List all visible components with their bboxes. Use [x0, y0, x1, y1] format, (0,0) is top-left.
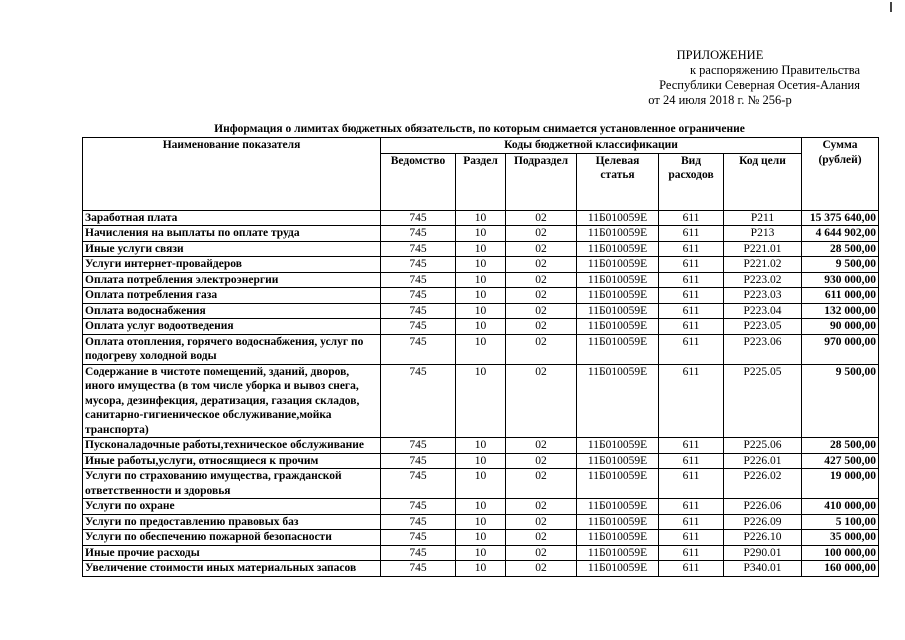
- cell-vedomstvo: 745: [381, 241, 456, 257]
- cell-kod-celi: Р290.01: [724, 545, 802, 561]
- cell-vid: 611: [659, 226, 724, 242]
- cell-razdel: 10: [456, 288, 506, 304]
- table-row: [83, 438, 879, 454]
- cell-kod-celi: Р223.04: [724, 303, 802, 319]
- cell-kod-celi: Р223.03: [724, 288, 802, 304]
- col-header-sum: [802, 138, 879, 211]
- cell-name: Иные прочие расходы: [83, 545, 381, 561]
- document-title: Информация о лимитах бюджетных обязательств, по которым снимается установленное ограничение: [214, 123, 745, 135]
- cell-razdel: 10: [456, 241, 506, 257]
- cell-kod-celi: Р225.06: [724, 438, 802, 454]
- cell-vid: 611: [659, 469, 724, 499]
- cell-vid: 611: [659, 272, 724, 288]
- cell-celevaya: 11Б010059Е: [577, 453, 659, 469]
- cell-razdel: 10: [456, 319, 506, 335]
- cell-vid: 611: [659, 514, 724, 530]
- cell-vedomstvo: 745: [381, 303, 456, 319]
- cell-razdel: 10: [456, 334, 506, 364]
- table-row: [83, 257, 879, 273]
- cell-vedomstvo: 745: [381, 272, 456, 288]
- cell-podrazdel: 02: [506, 288, 577, 304]
- col-header-razdel: Раздел: [456, 153, 506, 210]
- col-header-vid: Вид расходов: [659, 153, 724, 210]
- cell-razdel: 10: [456, 364, 506, 438]
- appendix-header: [560, 48, 880, 108]
- cell-name: Услуги по страхованию имущества, гражданской ответственности и здоровья: [83, 469, 381, 499]
- limits-table-body: [83, 210, 879, 576]
- cell-sum: 930 000,00: [802, 272, 879, 288]
- cell-podrazdel: 02: [506, 545, 577, 561]
- cell-kod-celi: Р223.05: [724, 319, 802, 335]
- cell-name: Оплата потребления электроэнергии: [83, 272, 381, 288]
- cell-kod-celi: Р226.09: [724, 514, 802, 530]
- cell-sum: 9 500,00: [802, 364, 879, 438]
- col-header-kod-celi: Код цели: [724, 153, 802, 210]
- table-row: [83, 514, 879, 530]
- cell-vedomstvo: 745: [381, 334, 456, 364]
- table-row: [83, 469, 879, 499]
- cell-vid: 611: [659, 561, 724, 577]
- cell-name: Содержание в чистоте помещений, зданий, дворов, иного имущества (в том числе уборка и вывоз снега, мусора, дезинфекция, дератизация, газация складов, санитарно-гигиеническое обслуживание,мойка транспорта): [83, 364, 381, 438]
- table-row: [83, 272, 879, 288]
- cell-celevaya: 11Б010059Е: [577, 272, 659, 288]
- cell-kod-celi: Р213: [724, 226, 802, 242]
- cell-kod-celi: Р226.10: [724, 530, 802, 546]
- cell-vid: 611: [659, 288, 724, 304]
- cell-name: Увеличение стоимости иных материальных запасов: [83, 561, 381, 577]
- cell-name: Оплата услуг водоотведения: [83, 319, 381, 335]
- cell-sum: 15 375 640,00: [802, 210, 879, 226]
- cell-razdel: 10: [456, 469, 506, 499]
- cell-vedomstvo: 745: [381, 530, 456, 546]
- cell-vedomstvo: 745: [381, 514, 456, 530]
- cell-razdel: 10: [456, 499, 506, 515]
- cell-kod-celi: Р223.06: [724, 334, 802, 364]
- cell-sum: 28 500,00: [802, 241, 879, 257]
- cell-sum: 611 000,00: [802, 288, 879, 304]
- cell-name: Оплата водоснабжения: [83, 303, 381, 319]
- cell-celevaya: 11Б010059Е: [577, 210, 659, 226]
- cell-sum: 90 000,00: [802, 319, 879, 335]
- cell-celevaya: 11Б010059Е: [577, 288, 659, 304]
- cell-vid: 611: [659, 453, 724, 469]
- cell-vedomstvo: 745: [381, 453, 456, 469]
- cell-celevaya: 11Б010059Е: [577, 334, 659, 364]
- cell-vid: 611: [659, 334, 724, 364]
- table-row: [83, 319, 879, 335]
- cell-name: Оплата отопления, горячего водоснабжения, услуг по подогреву холодной воды: [83, 334, 381, 364]
- cell-sum: 160 000,00: [802, 561, 879, 577]
- cell-razdel: 10: [456, 438, 506, 454]
- cell-celevaya: 11Б010059Е: [577, 530, 659, 546]
- cell-name: Пусконаладочные работы,техническое обслуживание: [83, 438, 381, 454]
- cell-razdel: 10: [456, 210, 506, 226]
- cell-celevaya: 11Б010059Е: [577, 241, 659, 257]
- appendix-line-1: к распоряжению Правительства: [689, 63, 860, 77]
- cell-vedomstvo: 745: [381, 499, 456, 515]
- table-row: [83, 530, 879, 546]
- cell-celevaya: 11Б010059Е: [577, 514, 659, 530]
- appendix-line-2: Республики Северная Осетия-Алания: [659, 78, 860, 92]
- cell-celevaya: 11Б010059Е: [577, 364, 659, 438]
- cell-name: Услуги по предоставлению правовых баз: [83, 514, 381, 530]
- cell-podrazdel: 02: [506, 561, 577, 577]
- cell-celevaya: 11Б010059Е: [577, 319, 659, 335]
- cell-celevaya: 11Б010059Е: [577, 545, 659, 561]
- cell-kod-celi: Р225.05: [724, 364, 802, 438]
- cell-celevaya: 11Б010059Е: [577, 226, 659, 242]
- cell-vedomstvo: 745: [381, 319, 456, 335]
- cell-razdel: 10: [456, 453, 506, 469]
- cell-vedomstvo: 745: [381, 438, 456, 454]
- cell-kod-celi: Р226.01: [724, 453, 802, 469]
- cell-podrazdel: 02: [506, 303, 577, 319]
- appendix-line-3: от 24 июля 2018 г. № 256-р: [648, 93, 792, 107]
- cell-razdel: 10: [456, 226, 506, 242]
- cell-razdel: 10: [456, 257, 506, 273]
- cell-podrazdel: 02: [506, 334, 577, 364]
- col-header-name: Наименование показателя: [83, 138, 381, 211]
- cell-name: Оплата потребления газа: [83, 288, 381, 304]
- cell-sum: 410 000,00: [802, 499, 879, 515]
- cell-vedomstvo: 745: [381, 226, 456, 242]
- col-header-celevaya: Целевая статья: [577, 153, 659, 210]
- cell-podrazdel: 02: [506, 469, 577, 499]
- col-header-podrazdel: Подраздел: [506, 153, 577, 210]
- cell-vedomstvo: 745: [381, 545, 456, 561]
- table-row: [83, 545, 879, 561]
- cell-vid: 611: [659, 438, 724, 454]
- appendix-title: ПРИЛОЖЕНИЕ: [676, 48, 764, 62]
- cell-name: Иные работы,услуги, относящиеся к прочим: [83, 453, 381, 469]
- cell-name: Услуги по обеспечению пожарной безопасности: [83, 530, 381, 546]
- cell-vedomstvo: 745: [381, 257, 456, 273]
- cell-kod-celi: Р226.06: [724, 499, 802, 515]
- cell-celevaya: 11Б010059Е: [577, 257, 659, 273]
- cell-sum: 132 000,00: [802, 303, 879, 319]
- cell-podrazdel: 02: [506, 210, 577, 226]
- cell-vid: 611: [659, 364, 724, 438]
- table-row: [83, 210, 879, 226]
- cell-vid: 611: [659, 499, 724, 515]
- cell-podrazdel: 02: [506, 319, 577, 335]
- cell-podrazdel: 02: [506, 272, 577, 288]
- cell-name: Услуги по охране: [83, 499, 381, 515]
- cell-celevaya: 11Б010059Е: [577, 469, 659, 499]
- table-row: [83, 499, 879, 515]
- cell-podrazdel: 02: [506, 453, 577, 469]
- cell-celevaya: 11Б010059Е: [577, 303, 659, 319]
- cell-vedomstvo: 745: [381, 210, 456, 226]
- cell-celevaya: 11Б010059Е: [577, 561, 659, 577]
- cell-podrazdel: 02: [506, 499, 577, 515]
- cell-sum: 19 000,00: [802, 469, 879, 499]
- cell-kod-celi: Р223.02: [724, 272, 802, 288]
- col-header-vedomstvo: Ведомство: [381, 153, 456, 210]
- cell-celevaya: 11Б010059Е: [577, 438, 659, 454]
- cell-vid: 611: [659, 241, 724, 257]
- cell-name: Заработная плата: [83, 210, 381, 226]
- cell-podrazdel: 02: [506, 530, 577, 546]
- cell-name: Услуги интернет-провайдеров: [83, 257, 381, 273]
- cell-sum: 35 000,00: [802, 530, 879, 546]
- cell-podrazdel: 02: [506, 241, 577, 257]
- cell-razdel: 10: [456, 545, 506, 561]
- cell-name: Начисления на выплаты по оплате труда: [83, 226, 381, 242]
- cell-vedomstvo: 745: [381, 561, 456, 577]
- cell-sum: 5 100,00: [802, 514, 879, 530]
- cell-celevaya: 11Б010059Е: [577, 499, 659, 515]
- cell-vid: 611: [659, 257, 724, 273]
- corner-mark: [890, 2, 892, 12]
- cell-razdel: 10: [456, 561, 506, 577]
- cell-sum: 427 500,00: [802, 453, 879, 469]
- cell-podrazdel: 02: [506, 257, 577, 273]
- col-header-codes: Коды бюджетной классификации: [381, 138, 802, 154]
- cell-kod-celi: Р226.02: [724, 469, 802, 499]
- cell-vid: 611: [659, 303, 724, 319]
- cell-vid: 611: [659, 545, 724, 561]
- table-row: [83, 288, 879, 304]
- cell-vid: 611: [659, 210, 724, 226]
- table-row: [83, 303, 879, 319]
- cell-kod-celi: Р211: [724, 210, 802, 226]
- cell-vid: 611: [659, 319, 724, 335]
- cell-vedomstvo: 745: [381, 364, 456, 438]
- table-row: [83, 561, 879, 577]
- cell-podrazdel: 02: [506, 226, 577, 242]
- limits-table: [82, 137, 879, 577]
- cell-vid: 611: [659, 530, 724, 546]
- cell-sum: 4 644 902,00: [802, 226, 879, 242]
- cell-name: Иные услуги связи: [83, 241, 381, 257]
- table-row: [83, 226, 879, 242]
- table-row: [83, 334, 879, 364]
- cell-sum: 28 500,00: [802, 438, 879, 454]
- cell-kod-celi: Р340.01: [724, 561, 802, 577]
- cell-razdel: 10: [456, 514, 506, 530]
- cell-podrazdel: 02: [506, 364, 577, 438]
- cell-podrazdel: 02: [506, 514, 577, 530]
- table-row: [83, 241, 879, 257]
- cell-kod-celi: Р221.02: [724, 257, 802, 273]
- cell-vedomstvo: 745: [381, 288, 456, 304]
- cell-sum: 100 000,00: [802, 545, 879, 561]
- cell-sum: 970 000,00: [802, 334, 879, 364]
- col-header-sum-label: Сумма (рублей): [818, 139, 862, 166]
- cell-razdel: 10: [456, 303, 506, 319]
- cell-kod-celi: Р221.01: [724, 241, 802, 257]
- cell-razdel: 10: [456, 530, 506, 546]
- table-row: [83, 453, 879, 469]
- cell-podrazdel: 02: [506, 438, 577, 454]
- cell-sum: 9 500,00: [802, 257, 879, 273]
- cell-vedomstvo: 745: [381, 469, 456, 499]
- cell-razdel: 10: [456, 272, 506, 288]
- table-row: [83, 364, 879, 438]
